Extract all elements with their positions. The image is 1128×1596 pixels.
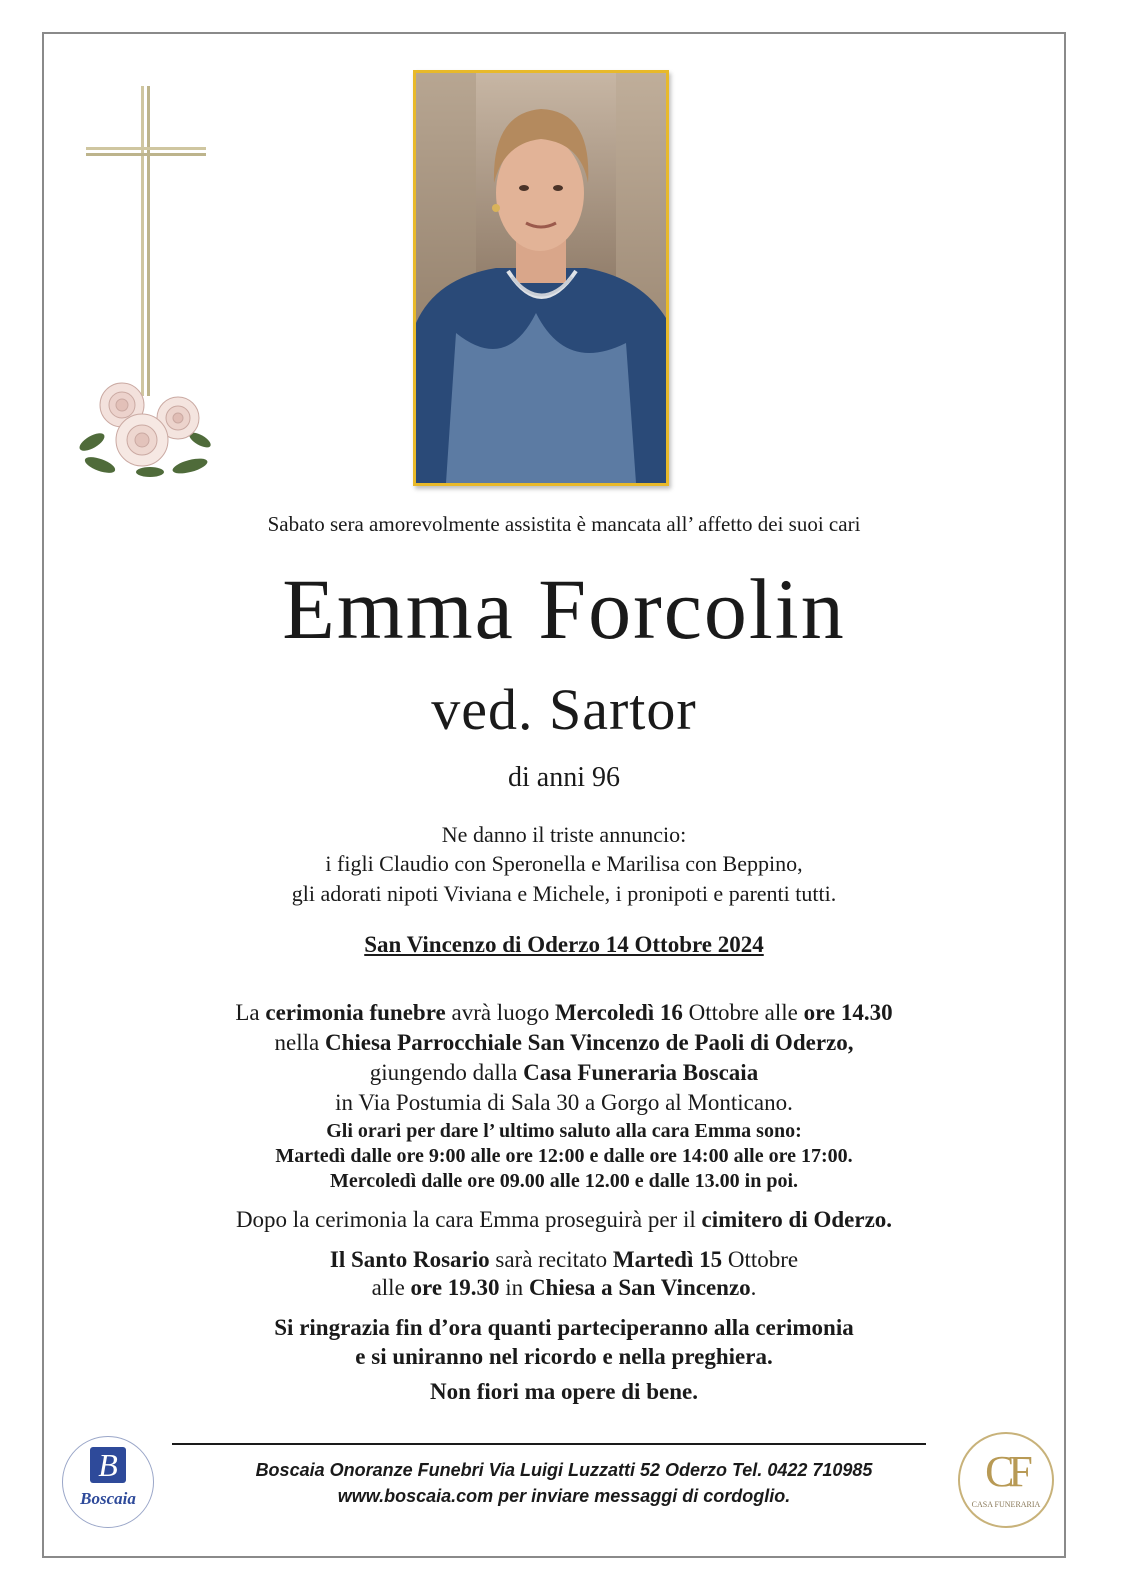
announce-line: gli adorati nipoti Viviana e Michele, i pronipoti e parenti tutti. <box>291 881 837 906</box>
ceremony-line-3: giungendo dalla Casa Funeraria Boscaia <box>369 1060 759 1085</box>
boscaia-monogram: B <box>98 1447 118 1483</box>
footer-website: www.boscaia.com per inviare messaggi di cordoglio. <box>337 1486 791 1506</box>
place-date: San Vincenzo di Oderzo 14 Ottobre 2024 <box>364 932 764 957</box>
roses-icon <box>70 370 215 480</box>
deceased-name: Emma Forcolin <box>282 561 846 657</box>
hours-line: Mercoledì dalle ore 09.00 alle 12.00 e dalle 13.00 in poi. <box>329 1170 799 1192</box>
boscaia-logo-text: Boscaia <box>80 1489 136 1508</box>
cross-icon-shadow <box>147 86 150 396</box>
age-text: di anni 96 <box>508 762 620 793</box>
hours-line: Martedì dalle ore 9:00 alle ore 12:00 e dalle ore 14:00 alle ore 17:00. <box>275 1145 853 1167</box>
casa-funeraria-monogram: CF <box>985 1447 1027 1496</box>
rosary-line-1: Il Santo Rosario sarà recitato Martedì 15 Ottobre <box>329 1247 799 1272</box>
ceremony-line-2: nella Chiesa Parrocchiale San Vincenzo de Paoli di Oderzo, <box>274 1030 854 1055</box>
ceremony-line-4: in Via Postumia di Sala 30 a Gorgo al Monticano. <box>335 1090 793 1115</box>
announce-line: i figli Claudio con Speronella e Marilisa con Beppino, <box>325 851 803 876</box>
cross-icon <box>141 86 144 396</box>
thanks-line: e si uniranno nel ricordo e nella preghiera. <box>355 1344 773 1369</box>
portrait-photo <box>413 70 669 486</box>
thanks-line: Si ringrazia fin d’ora quanti parteciperanno alla cerimonia <box>274 1315 854 1340</box>
married-name: ved. Sartor <box>431 677 697 742</box>
announce-line: Ne danno il triste annuncio: <box>441 822 687 847</box>
after-ceremony: Dopo la cerimonia la cara Emma proseguirà per il cimitero di Oderzo. <box>235 1207 893 1232</box>
hours-line: Gli orari per dare l’ ultimo saluto alla cara Emma sono: <box>326 1120 802 1142</box>
casa-funeraria-logo <box>958 1432 1054 1528</box>
intro-text: Sabato sera amorevolmente assistita è mancata all’ affetto dei suoi cari <box>267 512 861 536</box>
footer-address: Boscaia Onoranze Funebri Via Luigi Luzzatti 52 Oderzo Tel. 0422 710985 <box>255 1460 873 1480</box>
rosary-line-2: alle ore 19.30 in Chiesa a San Vincenzo. <box>371 1275 757 1300</box>
boscaia-logo <box>62 1436 154 1528</box>
no-flowers: Non fiori ma opere di bene. <box>430 1379 698 1404</box>
cross-bar-shadow <box>86 153 206 156</box>
casa-funeraria-text: CASA FUNERARIA <box>971 1500 1041 1509</box>
footer-divider <box>172 1443 926 1445</box>
cross-bar <box>86 147 206 150</box>
ceremony-line-1: La cerimonia funebre avrà luogo Mercoledì 16 Ottobre alle ore 14.30 <box>235 1000 893 1025</box>
